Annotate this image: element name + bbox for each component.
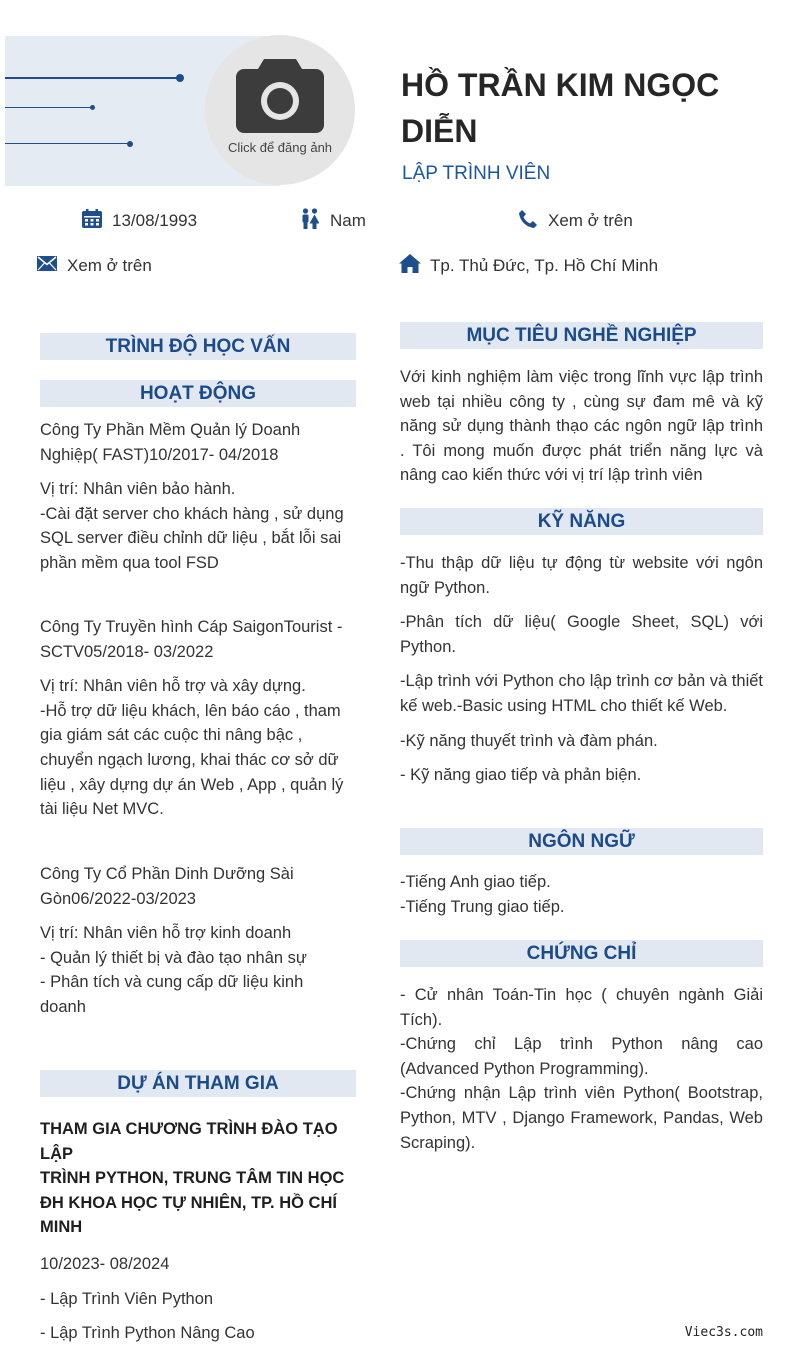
decor-dot [90,105,95,110]
project-role: - Lập Trình Viên Python [40,1289,214,1308]
skill-item: - Kỹ năng giao tiếp và phản biện. [400,766,642,785]
photo-caption[interactable]: Click để đăng ảnh [227,140,333,155]
activity-line: - Quản lý thiết bị và đào tạo nhân sự [40,948,307,967]
skill-item: -Kỹ năng thuyết trình và đàm phán. [400,731,658,750]
language-item: -Tiếng Anh giao tiếp. [400,873,551,891]
activity-company: Nghiệp( FAST)10/2017- 04/2018 [40,445,279,464]
job-title: LẬP TRÌNH VIÊN [402,163,551,184]
phone-icon [518,209,538,229]
candidate-name [401,62,771,154]
skills-list [400,551,763,788]
section-projects: DỰ ÁN THAM GIA [40,1070,356,1097]
address: Tp. Thủ Đức, Tp. Hồ Chí Minh [430,256,659,275]
activity-line: Vị trí: Nhân viên bảo hành. [40,480,236,499]
activity-company: SCTV05/2018- 03/2022 [40,642,214,661]
activity-line: -Hỗ trợ dữ liệu khách, lên báo cáo , tham [40,701,341,720]
project-title: MINH [40,1218,83,1237]
activity-company: Gòn06/2022-03/2023 [40,889,196,908]
phone: Xem ở trên [548,211,633,230]
activity-line: - Phân tích và cung cấp dữ liệu kinh [40,973,304,992]
objective-text: Với kinh nghiệm làm việc trong lĩnh vực lập trình web tại nhiều công ty , cùng sự đam mê và kỹ năng sử dụng thành thạo các ngôn ngữ lập trình . Tôi mong muốn được phát triển năng lực và nâng cao kiến thức với vị trí lập trình viên [400,368,763,485]
activity-company: Công Ty Cổ Phần Dinh Dưỡng Sài [40,865,294,883]
decor-line [5,107,93,108]
section-languages: NGÔN NGỮ [400,828,763,855]
certificates-list [400,983,763,1155]
section-skills: KỸ NĂNG [400,508,763,535]
certificate-item: - Cử nhân Toán-Tin học ( chuyên ngành Giải Tích). [400,986,763,1029]
activity-line: gia giám sát các cuộc thi nâng bậc , [40,726,303,745]
project-period: 10/2023- 08/2024 [40,1254,170,1273]
section-certificates: CHỨNG CHỈ [400,940,763,967]
skill-item: -Lập trình với Python cho lập trình cơ bản và thiết kế web.-Basic using HTML cho thiết kế Web. [400,672,763,715]
project-title: TRÌNH PYTHON, TRUNG TÂM TIN HỌC [40,1169,345,1188]
activity-line: Vị trí: Nhân viên hỗ trợ và xây dựng. [40,677,306,696]
activity-item [40,862,365,1020]
project-role: - Lập Trình Python Nâng Cao [40,1324,255,1343]
section-activities: HOẠT ĐỘNG [40,380,356,407]
activity-line: liệu , xây dựng dự án Web , App , quản lý [40,775,344,794]
activity-company: Công Ty Phần Mềm Quản lý Doanh [40,421,301,439]
decor-line [5,77,178,79]
project-item [40,1117,370,1346]
activity-company: Công Ty Truyền hình Cáp SaigonTourist - [40,618,343,636]
activity-line: -Cài đặt server cho khách hàng , sử dụng [40,504,344,523]
certificate-item: -Chứng nhận Lập trình viên Python( Bootstrap, Python, MTV , Django Framework, Pandas, Web Scraping). [400,1084,763,1152]
certificate-item: -Chứng chỉ Lập trình Python nâng cao (Advanced Python Programming). [400,1035,763,1078]
decor-dot [176,74,184,82]
footer-watermark: Viec3s.com [684,1325,763,1340]
skill-item: -Phân tích dữ liệu( Google Sheet, SQL) với Python. [400,613,763,656]
name-line: HỒ TRẦN KIM NGỌC [401,67,720,103]
languages-list [400,870,763,919]
activity-line: SQL server điều chỉnh dữ liệu , bắt lỗi sai [40,529,342,548]
activity-line: tài liệu Net MVC. [40,800,164,819]
skill-item: -Thu thập dữ liệu tự động từ website với ngôn ngữ Python. [400,554,763,597]
decor-dot [127,141,133,147]
section-education: TRÌNH ĐỘ HỌC VẤN [40,333,356,360]
activity-line: doanh [40,997,86,1016]
activity-item [40,418,365,576]
project-title: ĐH KHOA HỌC TỰ NHIÊN, TP. HỒ CHÍ [40,1193,337,1212]
name-line: DIỄN [401,113,478,149]
gender: Nam [330,211,366,230]
activity-line: chuyển ngạch lương, khai thác cơ sở dữ [40,750,339,769]
home-icon [399,254,421,273]
camera-icon [234,57,326,137]
activity-item [40,615,365,822]
project-title: THAM GIA CHƯƠNG TRÌNH ĐÀO TẠO LẬP [40,1120,338,1163]
calendar-icon [82,209,102,228]
language-item: -Tiếng Trung giao tiếp. [400,897,565,916]
activity-line: phần mềm qua tool FSD [40,553,219,572]
gender-icon [301,208,319,229]
activity-line: Vị trí: Nhân viên hỗ trợ kinh doanh [40,924,292,943]
section-objective: MỤC TIÊU NGHỀ NGHIỆP [400,322,763,349]
birthday: 13/08/1993 [112,211,198,230]
email: Xem ở trên [67,256,152,275]
email-icon [37,256,57,271]
decor-line [5,143,129,144]
